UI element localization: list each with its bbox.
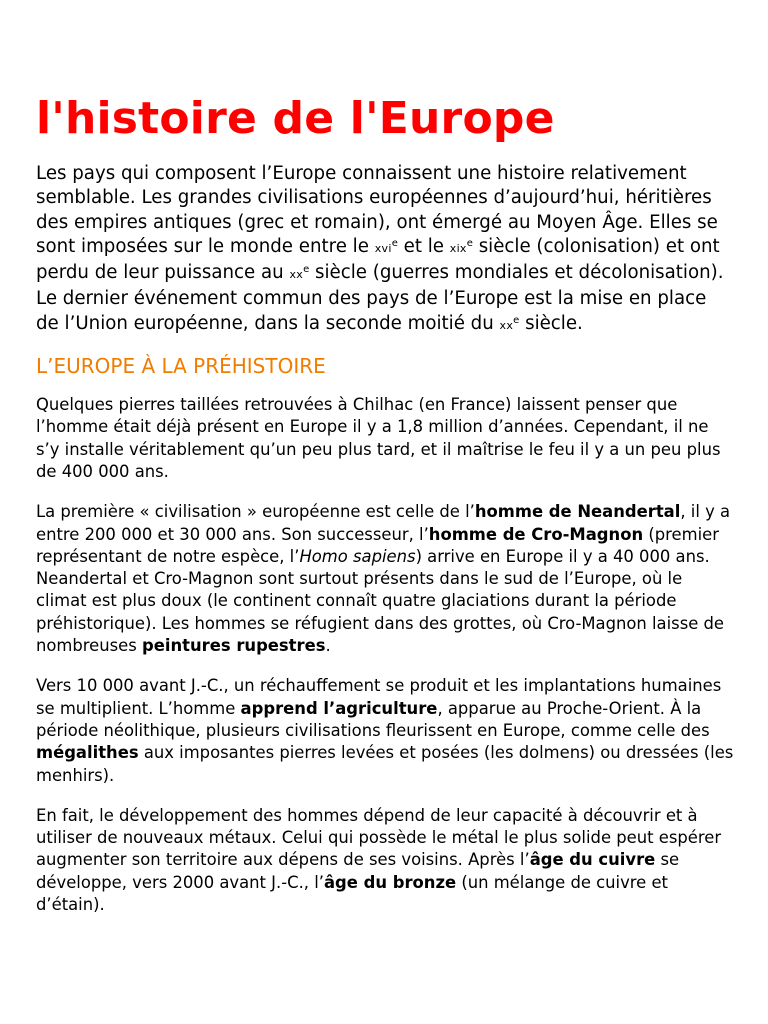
bold-term: âge du bronze — [323, 872, 457, 892]
intro-paragraph — [36, 162, 734, 338]
intro-text: siècle (guerres mondiales et décolonisation). Le dernier événement commun des pays de l’Europe est la mise en place de l’Union européenne, dans la seconde moitié du — [36, 262, 724, 334]
paragraph-text: La première « civilisation » européenne est celle de l’ — [36, 502, 475, 522]
section-heading: L’EUROPE À LA PRÉHISTOIRE — [36, 354, 326, 379]
century-numeral: xx — [499, 318, 514, 332]
intro-text: siècle. — [519, 312, 583, 334]
bold-term: mégalithes — [36, 743, 139, 763]
paragraph-neandertal — [36, 501, 734, 657]
bold-term: peintures rupestres — [142, 636, 326, 656]
superscript: e — [391, 237, 398, 249]
paragraph-text: se développe, vers 2000 avant J.-C., l’ — [36, 850, 680, 892]
paragraph-text: Vers 10 000 avant J.-C., un réchauffement se produit et les implantations humaines se multiplient. L’homme — [36, 676, 722, 718]
intro-text: siècle (colonisation) et ont perdu de leur puissance au — [36, 235, 720, 284]
bold-term: homme de Cro-Magnon — [428, 524, 644, 544]
paragraph-text: ) arrive en Europe il y a 40 000 ans. Neandertal et Cro-Magnon sont surtout présents dans le sud de l’Europe, où le climat est plus doux (le continent connaît quatre glaciations durant la période préhistorique). Les hommes se réfugient dans des grottes, où Cro-Magnon laisse de nombreuses — [36, 546, 725, 656]
bold-term: âge du cuivre — [529, 850, 656, 870]
paragraph-chilhac: Quelques pierres taillées retrouvées à Chilhac (en France) laissent penser que l’homme était déjà présent en Europe il y a 1,8 million d’années. Cependant, il ne s’y installe véritablement qu’un peu plus tard, et il maîtrise le feu il y a un peu plus de 400 000 ans. — [36, 395, 721, 481]
paragraph-text: (un mélange de cuivre et d’étain). — [36, 872, 668, 915]
intro-text: et le — [397, 235, 450, 257]
paragraph-text: aux imposantes pierres levées et posées (les dolmens) ou dressées (les menhirs). — [36, 743, 734, 785]
paragraph-text: , apparue au Proche-Orient. À la période néolithique, plusieurs civilisations fleurissent en Europe, comme celle des — [36, 698, 710, 740]
century-numeral: xix — [449, 241, 467, 255]
page-title: l'histoire de l'Europe — [36, 93, 555, 144]
superscript: e — [466, 237, 473, 249]
paragraph-text: , il y a entre 200 000 et 30 000 ans. Son successeur, l’ — [36, 502, 731, 544]
paragraph-text: (premier représentant de notre espèce, l’ — [36, 524, 719, 566]
century-numeral: xvi — [374, 241, 392, 255]
paragraph-agriculture — [36, 675, 734, 786]
superscript: e — [303, 264, 310, 276]
century-numeral: xx — [289, 268, 304, 282]
paragraph-metals — [36, 805, 734, 916]
italic-term: Homo sapiens — [299, 546, 416, 566]
bold-term: apprend l’agriculture — [240, 698, 438, 718]
paragraph-text: . — [325, 636, 331, 656]
paragraph-text: En fait, le développement des hommes dépend de leur capacité à découvrir et à utiliser de nouveaux métaux. Celui qui possède le métal le plus solide peut espérer augmenter son territoire aux dépens de ses voisins. Après l’ — [36, 805, 722, 870]
intro-text: Les pays qui composent l’Europe connaissent une histoire relativement semblable. Les grandes civilisations européennes d’aujourd’hui, héritières des empires antiques (grec et romain), ont émergé au Moyen Âge. Elles se sont imposées sur le monde entre le — [36, 163, 718, 257]
bold-term: homme de Neandertal — [474, 502, 681, 522]
superscript: e — [513, 314, 520, 326]
